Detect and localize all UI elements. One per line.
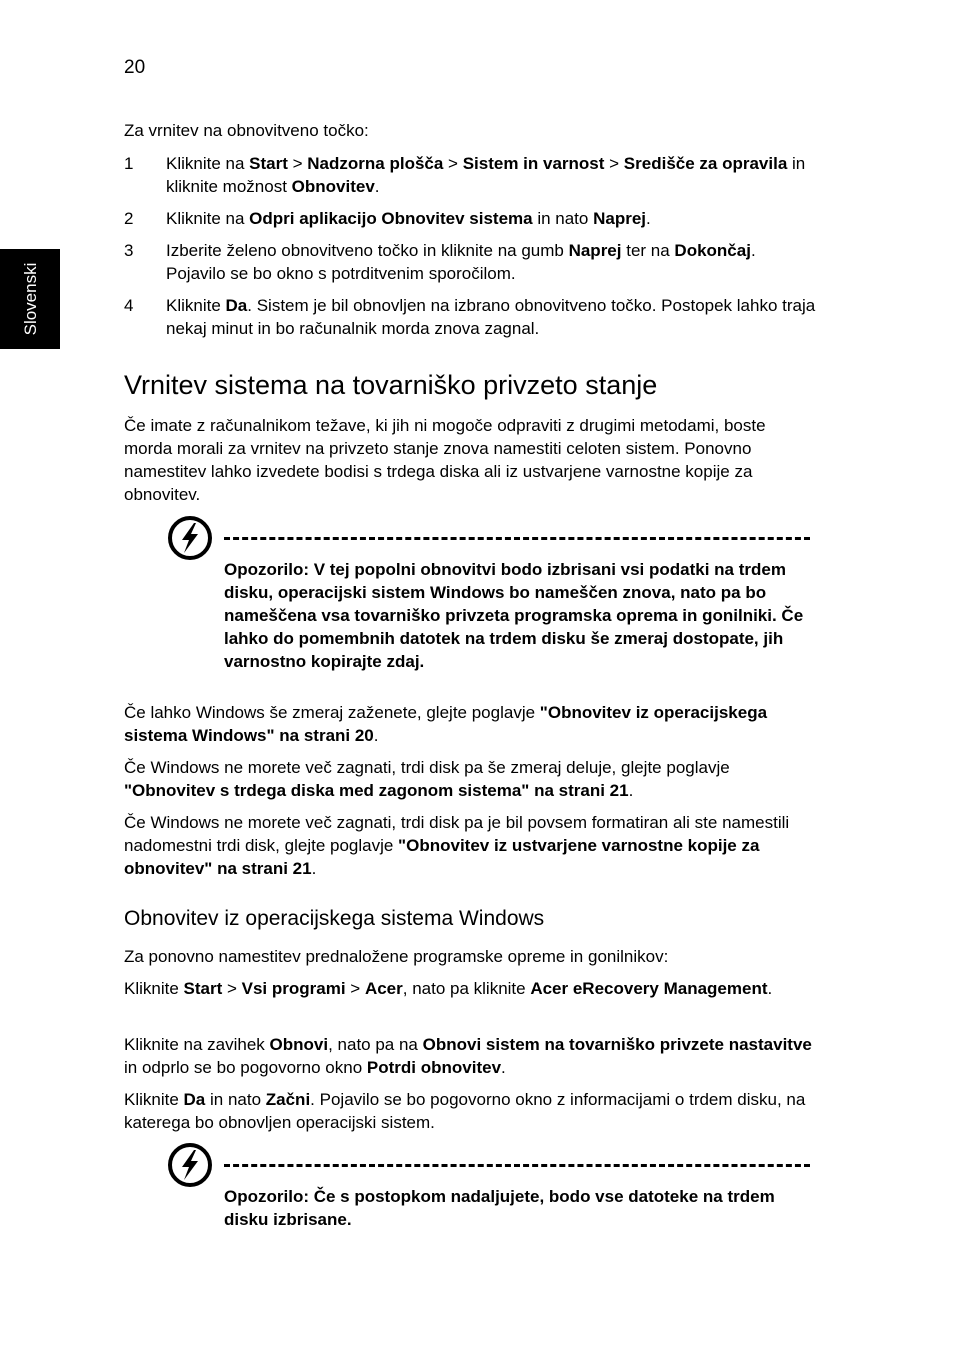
warning-divider: [224, 537, 810, 540]
page-number: 20: [124, 57, 146, 78]
warning-lightning-icon: [167, 1142, 213, 1188]
language-label: Slovenski: [21, 262, 40, 336]
warning-text: Opozorilo: V tej popolni obnovitvi bodo izbrisani vsi podatki na trdem disku, operacijski sistem Windows bo nameščen znova, nato pa bo nameščena vsa tovarniško privzeta programska oprema in gonilniki. Če lahko do pomembnih datotek na trdem disku še zmeraj dostopate, jih varnostno kopirajte zdaj.: [224, 560, 804, 671]
step-text: Izberite želeno obnovitveno točko in kliknite na gumb Naprej ter na Dokončaj. Pojavilo se bo okno s potrditvenim sporočilom.: [166, 241, 756, 283]
subsection-heading: Obnovitev iz operacijskega sistema Windows: [124, 907, 545, 930]
warning-lightning-icon: [167, 515, 213, 561]
step-number: 3: [124, 241, 134, 260]
reference-paragraph: Če lahko Windows še zmeraj zaženete, glejte poglavje "Obnovitev iz operacijskega sistema Windows" na strani 20.: [124, 703, 768, 745]
warning-divider: [224, 1164, 810, 1167]
subsection-intro: Za ponovno namestitev prednaložene programske opreme in gonilnikov:: [124, 947, 669, 966]
step-text: Kliknite Da. Sistem je bil obnovljen na izbrano obnovitveno točko. Postopek lahko traja nekaj minut in bo računalnik morda znova zagnal.: [166, 296, 816, 338]
step-number: 4: [124, 296, 134, 315]
step-number: 1: [124, 154, 134, 173]
reference-paragraph: Če Windows ne morete več zagnati, trdi disk pa je bil povsem formatiran ali ste namestili nadomestni trdi disk, glejte poglavje "Obnovitev iz ustvarjene varnostne kopije za obnovitev" na strani 21.: [124, 813, 790, 878]
step-text: Kliknite na Start > Nadzorna plošča > Sistem in varnost > Središče za opravila in kliknite možnost Obnovitev.: [166, 154, 806, 196]
step-number: 2: [124, 209, 134, 228]
step-text: Kliknite na Odpri aplikacijo Obnovitev sistema in nato Naprej.: [166, 209, 651, 228]
instruction-paragraph: Kliknite na zavihek Obnovi, nato pa na Obnovi sistem na tovarniško privzete nastavitve in odprlo se bo pogovorno okno Potrdi obnovitev.: [124, 1035, 812, 1077]
warning-text: Opozorilo: Če s postopkom nadaljujete, bodo vse datoteke na trdem disku izbrisane.: [224, 1187, 775, 1229]
instruction-paragraph: Kliknite Start > Vsi programi > Acer, nato pa kliknite Acer eRecovery Management.: [124, 979, 773, 998]
reference-paragraph: Če Windows ne morete več zagnati, trdi disk pa še zmeraj deluje, glejte poglavje "Obnovitev s trdega diska med zagonom sistema" na strani 21.: [124, 758, 730, 800]
instruction-paragraph: Kliknite Da in nato Začni. Pojavilo se bo pogovorno okno z informacijami o trdem disku, na katerega bo obnovljen operacijski sistem.: [124, 1090, 806, 1132]
section-heading: Vrnitev sistema na tovarniško privzeto stanje: [124, 370, 658, 400]
language-side-tab: [0, 249, 60, 349]
intro-text: Za vrnitev na obnovitveno točko:: [124, 121, 369, 140]
section-paragraph: Če imate z računalnikom težave, ki jih ni mogoče odpraviti z drugimi metodami, boste morda morali za vrnitev na privzeto stanje znova namestiti celoten sistem. Ponovno namestitev lahko izvedete bodisi s trdega diska ali iz ustvarjene varnostne kopije za obnovitev.: [124, 416, 766, 504]
